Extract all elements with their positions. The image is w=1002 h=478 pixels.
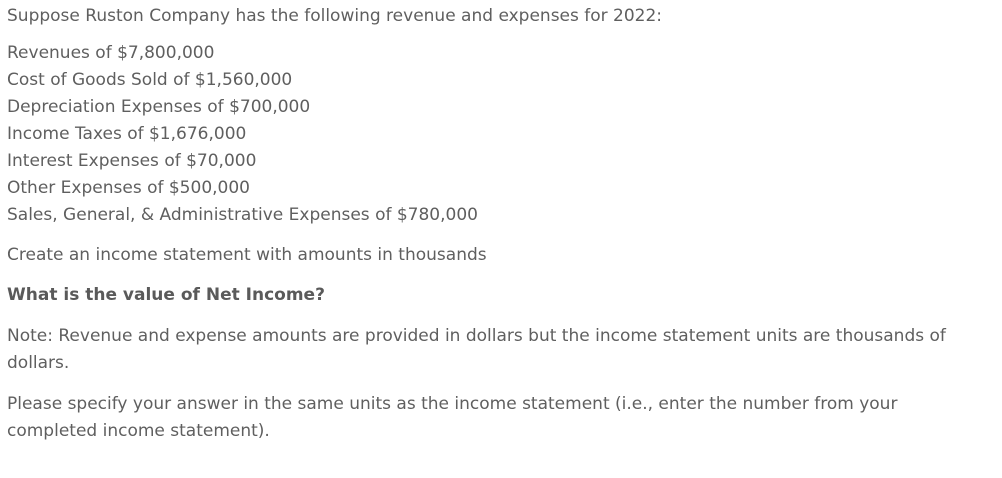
- list-item-revenues: Revenues of $7,800,000: [7, 43, 215, 63]
- list-item-interest: Interest Expenses of $70,000: [7, 151, 257, 171]
- list-item-income-taxes: Income Taxes of $1,676,000: [7, 124, 247, 144]
- list-item-other-expenses: Other Expenses of $500,000: [7, 178, 250, 198]
- list-item-depreciation: Depreciation Expenses of $700,000: [7, 97, 311, 117]
- problem-intro: Suppose Ruston Company has the following revenue and expenses for 2022:: [7, 6, 663, 26]
- note-text: Note: Revenue and expense amounts are provided in dollars but the income statement units are thousands of dollars.: [7, 326, 946, 373]
- financial-items-list: [7, 40, 992, 229]
- task-text: Create an income statement with amounts in thousands: [7, 245, 487, 265]
- question-text: What is the value of Net Income?: [7, 285, 325, 305]
- list-item-cogs: Cost of Goods Sold of $1,560,000: [7, 70, 293, 90]
- problem-content: [7, 3, 992, 445]
- instruction-text: Please specify your answer in the same units as the income statement (i.e., enter the number from your completed income statement).: [7, 394, 898, 441]
- list-item-sga: Sales, General, & Administrative Expenses of $780,000: [7, 205, 478, 225]
